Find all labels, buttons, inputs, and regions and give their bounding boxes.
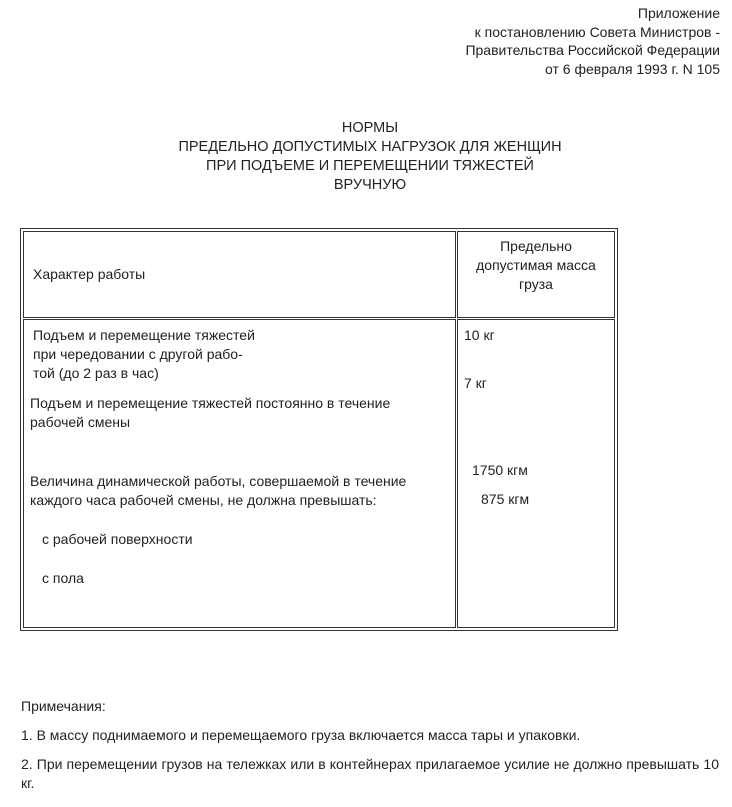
header-work-label: Характер работы [33,266,146,282]
row1-line-3: той (до 2 раз в час) [33,365,159,381]
header-mass-line-3: груза [519,276,553,292]
title-line-3: ПРИ ПОДЪЕМЕ И ПЕРЕМЕЩЕНИИ ТЯЖЕСТЕЙ [206,158,534,174]
row2-line-2: рабочей смены [30,414,131,430]
value-row2: 7 кг [464,375,487,391]
value-row1: 10 кг [464,327,495,343]
appendix-line-2: к постановлению Совета Министров - [474,23,720,40]
row1-line-1: Подъем и перемещение тяжестей [33,327,255,343]
appendix-line-1: Приложение [637,5,720,21]
row3-sub-2: с пола [42,570,84,586]
row3-sub-1: с рабочей поверхности [42,531,193,547]
header-mass-line-1: Предельно [500,238,572,254]
value-row3-floor: 875 кгм [481,491,530,507]
note-1: 1. В массу поднимаемого и перемещаемого груза включается масса тары и упаковки. [21,727,581,743]
row3-line-1: Величина динамической работы, совершаемой в течение [30,473,407,489]
note-2: 2. При перемещении грузов на тележках или в контейнерах прилагаемое усилие не должно превышать 10 кг. [21,756,719,791]
document-title [0,119,732,195]
title-line-4: ВРУЧНУЮ [333,177,407,193]
row3-line-2: каждого часа рабочей смены, не должна превышать: [30,492,377,508]
header-mass-line-2: допустимая масса [476,257,596,273]
appendix-line-4: от 6 февраля 1993 г. N 105 [545,60,720,77]
row1-line-2: при чередовании с другой рабо- [33,346,243,362]
notes-heading: Примечания: [21,698,106,714]
appendix-line-3: Правительства Российской Федерации [465,42,720,58]
row2-line-1: Подъем и перемещение тяжестей постоянно в течение [30,395,391,411]
appendix-header [465,4,720,78]
title-line-2: ПРЕДЕЛЬНО ДОПУСТИМЫХ НАГРУЗОК ДЛЯ ЖЕНЩИН [178,139,562,155]
value-row3-surface: 1750 кгм [472,462,528,478]
norms-table [20,228,618,631]
title-line-1: НОРМЫ [341,120,399,136]
